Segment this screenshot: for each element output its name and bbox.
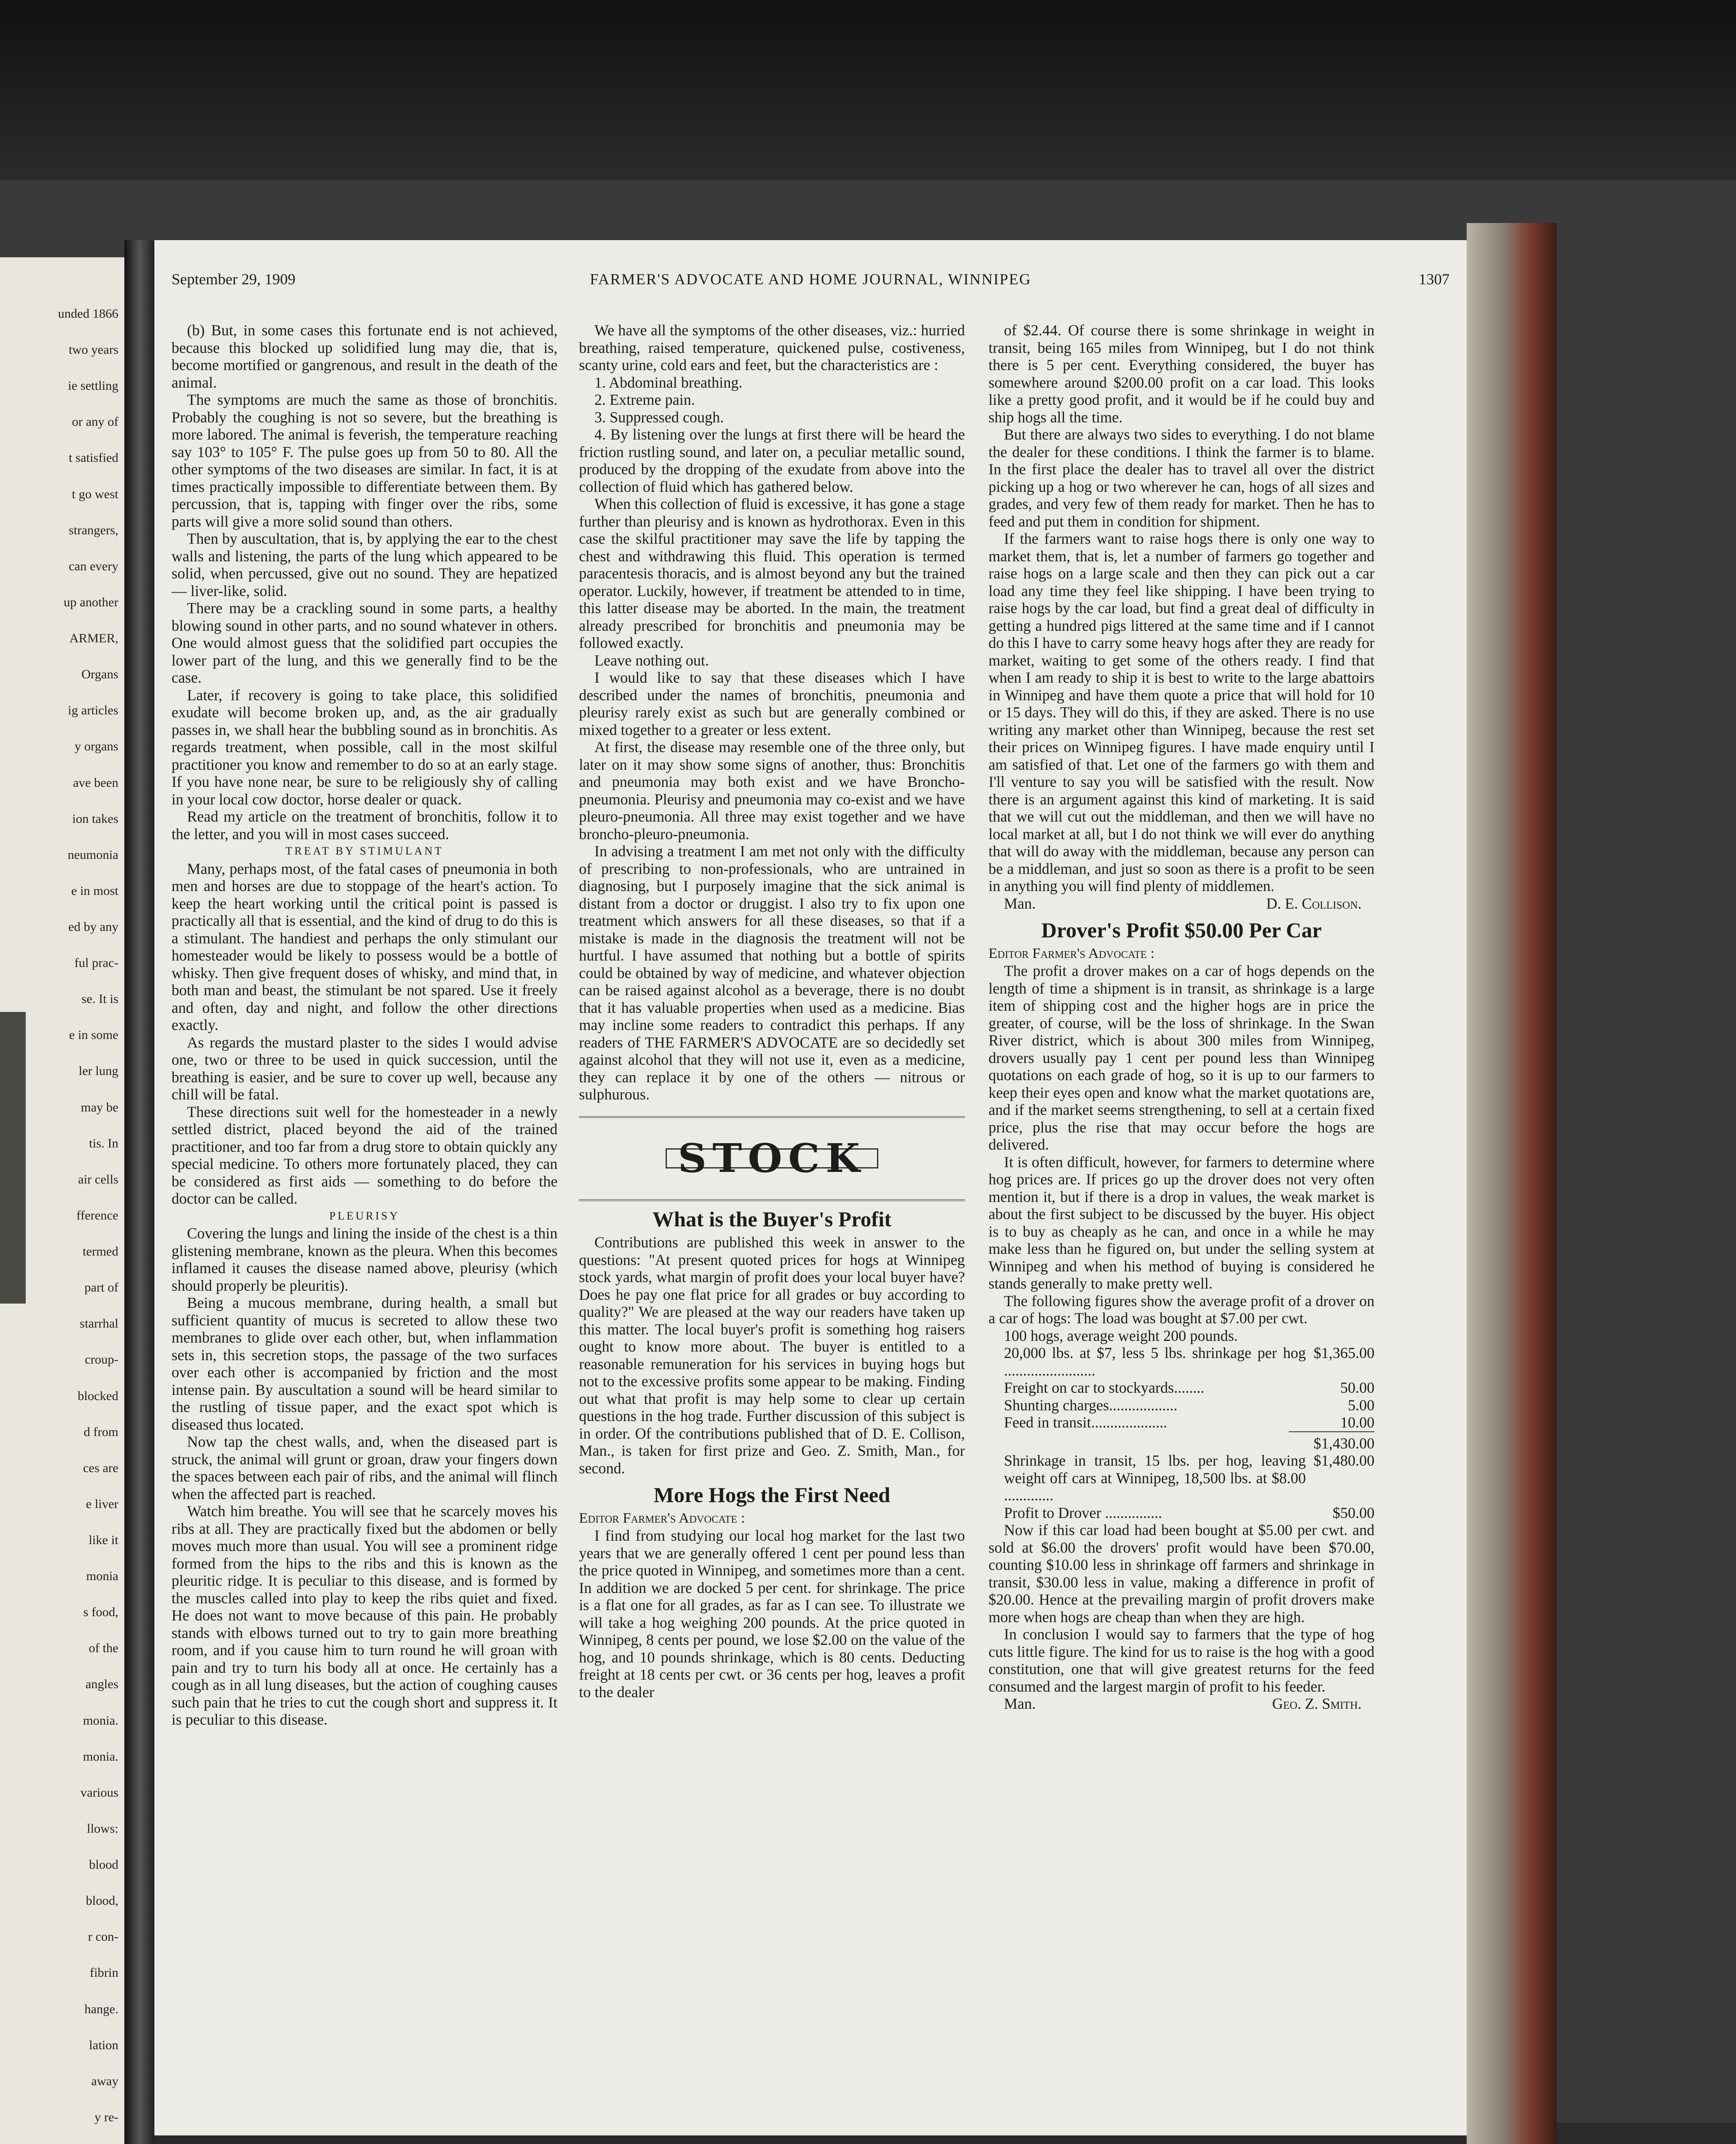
left-page-text-fragment: se. It is (81, 992, 118, 1006)
left-page-text-fragment: ie settling (68, 379, 118, 393)
left-page-text-fragment: air cells (78, 1172, 118, 1186)
paragraph: As regards the mustard plaster to the sides I would advise one, two or three to be used in quick succession, until the breathing is easier, and be sure to cover up well, because any chill will be fatal. (172, 1033, 558, 1103)
section-banner (579, 1116, 965, 1201)
account-amount: $50.00 (1332, 1504, 1374, 1521)
account-amount: 5.00 (1347, 1396, 1374, 1414)
paragraph: In advising a treatment I am met not only with the difficulty of prescribing to non-professionals, who are untrained in diagnosing, but I purposely imagine that the sick animal is distant from a doctor or druggist. I also try to fix upon one treatment which answers for all these diseases, so that if a mistake is made in the diagnosis the treatment will not be hurtful. I have assumed that nothing but a bottle of spirits could be obtained by way of medicine, and whatever objection can be raised against alcohol as a beverage, there is no doubt that it has valuable properties when used as a medicine. Bias may incline some readers to contradict this perhaps. If any readers of THE FARMER'S ADVOCATE are so decidedly set against alcohol that they will not use it, even as a medicine, they can replace it by one of the others — nitrous or sulphurous. (579, 843, 965, 1103)
column-3 (989, 322, 1374, 1713)
account-amount: $1,480.00 (1314, 1452, 1374, 1469)
headline-buyers-profit: What is the Buyer's Profit (652, 1207, 892, 1231)
left-page-text-fragment: angles (85, 1677, 118, 1691)
left-page-text-fragment: t go west (72, 487, 118, 501)
left-page-text-fragment: llows: (87, 1822, 118, 1836)
paragraph: of $2.44. Of course there is some shrinkage in weight in transit, being 165 miles from Winnipeg, but I do not think there is 5 per cent. Everything considered, the buyer has somewhere around $200.00 profit on a car load. This looks like a pretty good profit, and it would be if he could buy and ship hogs all the time. (989, 322, 1374, 426)
left-page-text-fragment: strangers, (69, 523, 118, 537)
paragraph: The profit a drover makes on a car of hogs depends on the length of time a shipment is in transit, as shrinkage is a large item of shipping cost and the higher hogs are in price the greater, of course, will be the loss of shrinkage. In the Swan River district, which is about 300 miles from Winnipeg, drovers usually pay 1 cent per pound less than Winnipeg quotations on each grade of hog, so it is up to our farmers to keep their eyes open and know what the market quotations are, and if the market seems strengthening, to sell at a certain fixed price, plus the rise that may occur before the hogs are delivered. (989, 962, 1374, 1153)
left-page-text-fragment: y re- (94, 2110, 118, 2124)
scan-background-top (0, 0, 1736, 180)
left-page-text-fragment: e in most (71, 884, 118, 898)
paragraph: We have all the symptoms of the other diseases, viz.: hurried breathing, raised temperature, quickened pulse, costiveness, scanty urine, cold ears and feet, but the characteristics are : (579, 322, 965, 373)
left-page-text-fragment: neumonia (67, 848, 118, 862)
journal-title: FARMER'S ADVOCATE AND HOME JOURNAL, WINNIPEG (590, 271, 1031, 288)
paragraph: Contributions are published this week in answer to the questions: "At present quoted prices for hogs at Winnipeg stock yards, what margin of profit does your local buyer have? Does he pay one flat price for all grades or buy according to quality?" We are pleased at the way our readers have taken up this matter. The local buyer's profit is something hog raisers ought to know more about. The buyer is entitled to a reasonable remuneration for his services in buying hogs but not to the excessive profits some appear to be making. Finding out what that profit is may help some to clear up certain questions in the hog trade. Further discussion of this subject is in order. Of the contributions published that of D. E. Collison, Man., is taken for first prize and Geo. Z. Smith, Man., for second. (579, 1234, 965, 1477)
paragraph: Then by auscultation, that is, by applying the ear to the chest walls and listening, the parts of the lung which appeared to be solid, when percussed, give out no sound. They are hepatized — liver-like, solid. (172, 530, 558, 599)
left-page-text-fragment: ed by any (68, 920, 118, 934)
paragraph: When this collection of fluid is excessive, it has gone a stage further than pleurisy and is known as hydrothorax. Even in this case the skilful practitioner may save the life by tapping the chest and withdrawing this fluid. This operation is termed paracentesis thoracis, and is almost beyond any but the trained operator. Luckily, however, if treatment be attended to in time, this latter disease may be aborted. In the main, the treatment already prescribed for bronchitis and pneumonia may be followed exactly. (579, 495, 965, 651)
account-amount: $1,365.00 (1314, 1344, 1374, 1361)
left-page-text-fragment: part of (84, 1280, 118, 1295)
headline-more-hogs: More Hogs the First Need (654, 1483, 890, 1507)
paragraph: These directions suit well for the homesteader in a newly settled district, placed beyond the aid of the trained practitioner, and too far from a drug store to obtain quickly any special medicine. To others more fortunately placed, they can be considered as first aids — something to do before the doctor can be called. (172, 1103, 558, 1207)
page-stack-edge (1467, 223, 1557, 2144)
left-page-text-fragment: two years (69, 343, 118, 357)
signature-line (989, 1695, 1374, 1713)
paragraph: The following figures show the average profit of a drover on a car of hogs: The load was bought at $7.00 per cwt. (989, 1292, 1374, 1327)
account-label: Freight on car to stockyards........ (1004, 1379, 1205, 1396)
paragraph: Read my article on the treatment of bronchitis, follow it to the letter, and you will in most cases succeed. (172, 808, 558, 843)
subheading-pleurisy: PLEURISY (329, 1209, 400, 1222)
account-total: $1,430.00 (1289, 1431, 1374, 1452)
account-row (989, 1414, 1374, 1431)
left-page-text-fragment: away (91, 2074, 118, 2088)
account-amount: 50.00 (1340, 1379, 1374, 1396)
account-row (989, 1504, 1374, 1522)
column-1 (172, 322, 558, 1728)
left-page-text-fragment: ces are (83, 1461, 118, 1475)
left-page-text-fragment: ARMER, (69, 631, 118, 645)
left-page-text-fragment: may be (81, 1100, 118, 1114)
left-page-text-fragment: blood (89, 1858, 118, 1872)
paragraph: It is often difficult, however, for farmers to determine where hog prices are. If prices go up the drover does not very often mention it, but if there is a drop in values, the weak market is about the first subject to be discussed by the buyer. His object is to buy as cheaply as he can, and once in a while he may make less than he figured on, but under the selling system at Winnipeg and when his method of buying is considered he stands generally to make pretty well. (989, 1153, 1374, 1292)
drover-account-table (989, 1327, 1374, 1522)
paragraph: Watch him breathe. You will see that he scarcely moves his ribs at all. They are practically fixed but the abdomen or belly moves much more than usual. You will see a prominent ridge formed from the hips to the ribs and this is known as the pleuritic ridge. It is peculiar to this disease, and is formed by the muscles called into play to keep the ribs quiet and fixed. He does not want to move because of this pain. He probably stands with elbows turned out to try to gain more breathing room, and if you cause him to turn round he will groan with pain and try to turn his body all at once. He certainly has a cough as in all lung diseases, but the action of coughing causes such pain that he tries to cut the cough short and suppress it. It is peculiar to this disease. (172, 1503, 558, 1728)
left-page-text-fragment: can every (69, 559, 118, 573)
left-page-text-fragment: y organs (75, 739, 118, 753)
paragraph: I would like to say that these diseases which I have described under the names of bronchitis, pneumonia and pleurisy rarely exist as such but are generally combined or mixed together to a greater or less extent. (579, 669, 965, 738)
left-page-text-fragment: croup- (84, 1352, 118, 1367)
left-page-text-fragment: lation (89, 2038, 118, 2052)
left-page-text-fragment: ful prac- (74, 956, 118, 970)
account-row (989, 1327, 1374, 1345)
left-page-text-fragment: r con- (88, 1930, 118, 1944)
left-page-text-fragment: fference (76, 1208, 118, 1223)
paragraph: Now if this car load had been bought at $5.00 per cwt. and sold at $6.00 the drovers' profit would have been $70.00, counting $10.00 less in shrinkage off farmers and shrinkage in transit, $30.00 less in value, making a difference in profit of $20.00. Hence at the prevailing margin of profit drovers make more when hogs are cheap than when they are high. (989, 1521, 1374, 1626)
left-page-text-fragment: various (80, 1786, 118, 1800)
left-page-edge (0, 257, 124, 2144)
left-page-text-fragment: ig articles (68, 703, 118, 717)
paragraph: In conclusion I would say to farmers that the type of hog cuts little figure. The kind for us to raise is the hog with a good constitution, one that will give greatest returns for the feed consumed and the largest margin of profit to his feeder. (989, 1626, 1374, 1695)
left-page-text-fragment: e liver (86, 1497, 118, 1511)
account-row (989, 1452, 1374, 1504)
account-label: 100 hogs, average weight 200 pounds. (1004, 1327, 1238, 1344)
signature-collison: D. E. Collison. (1266, 894, 1362, 912)
newspaper-page (154, 240, 1467, 2135)
left-page-text-fragment: unded 1866 (58, 307, 118, 321)
signature-place: Man. (1004, 894, 1036, 912)
signature-line (989, 895, 1374, 912)
subheading-treat-by-stimulant: TREAT BY STIMULANT (285, 845, 444, 857)
left-page-text-fragment: ler lung (78, 1064, 118, 1078)
left-page-text-fragment: like it (88, 1533, 118, 1547)
left-page-text-fragment: t satisfied (69, 451, 118, 465)
paragraph: Being a mucous membrane, during health, a small but sufficient quantity of mucus is secreted to allow these two membranes to glide over each other, but, when inflammation sets in, this secretion stops, the passage of the two surfaces over each other is accompanied by friction and the most intense pain. By auscultation a sound will be heard similar to the rustling of tissue paper, and the exact spot which is diseased thus located. (172, 1294, 558, 1433)
paragraph: (b) But, in some cases this fortunate end is not achieved, because this blocked up solidified lung may die, that is, become mortified or gangrenous, and result in the death of the animal. (172, 322, 558, 391)
editor-salutation: Editor Farmer's Advocate : (989, 945, 1155, 961)
left-page-text-fragment: fibrin (90, 1966, 118, 1980)
paragraph: At first, the disease may resemble one of the three only, but later on it may show some signs of another, thus: Bronchitis and pneumonia may both exist and we have Broncho-pneumonia. Pleurisy and pneumonia may co-exist and we have pleuro-pneumonia. All three may exist together and we have broncho-pleuro-pneumonia. (579, 738, 965, 843)
left-page-text-fragment: blood, (86, 1894, 118, 1908)
left-page-text-fragment: ion takes (72, 812, 118, 826)
paragraph: If the farmers want to raise hogs there is only one way to market them, that is, let a number of farmers go together and raise hogs on a large scale and then they can pick out a car load any time they feel like shipping. I have been trying to raise hogs by the car load, but find a great deal of difficulty in getting a hundred pigs littered at the same time and if I cannot do this I have to carry some heavy hogs after they are ready for market, waiting to get some of the others ready. I find that when I am ready to ship it is best to write to the large abattoirs in Winnipeg and have them quote a price that will hold for 10 or 15 days. They will do this, if they are asked. There is no use writing any market other than Winnipeg, because the rest set their prices on Winnipeg figures. I have made enquiry until I am satisfied of that. Let one of the farmers go with them and I'll venture to say you will be satisfied with the result. Now there is an argument against this kind of marketing. It is said that we will cut out the middleman, and then we will have no local market at all, but I do not think we will ever do anything that will do away with the middleman, because any person can be a middleman, and just so soon as there is a profit to be seen in anything you will find plenty of middlemen. (989, 530, 1374, 894)
headline-drovers-profit: Drover's Profit $50.00 Per Car (1041, 918, 1322, 942)
left-page-photo (0, 1012, 26, 1304)
paragraph: I find from studying our local hog market for the last two years that we are generally offered 1 cent per pound less than the price quoted in Winnipeg, and sometimes more than a cent. In addition we are docked 5 per cent. for shrinkage. The price is a flat one for all grades, as far as I can see. To illustrate we will take a hog weighing 200 pounds. At the price quoted in Winnipeg, 8 cents per pound, we lose $2.00 on the value of the hog, and 10 pounds shrinkage, which is 80 cents. Deducting freight at 18 cents per cwt. or 36 cents per hog, leaves a profit to the dealer (579, 1527, 965, 1701)
left-page-text-fragment: termed (82, 1244, 118, 1259)
left-page-text-fragment: or any of (72, 415, 118, 429)
signature-smith: Geo. Z. Smith. (1272, 1695, 1362, 1712)
left-page-text-fragment: hange. (84, 2002, 118, 2016)
left-page-text-fragment: starrhal (80, 1316, 118, 1331)
paragraph: Many, perhaps most, of the fatal cases of pneumonia in both men and horses are due to stoppage of the heart's action. To keep the heart working until the critical point is passed is practically all that is essential, and the kind of drug to do this is a stimulant. The handiest and perhaps the only stimulant our homesteader would be likely to possess would be a bottle of whisky. Then give frequent doses of whisky, and mind that, in both man and beast, the stimulant be not spared. Use it freely and often, day and night, and follow the other directions exactly. (172, 860, 558, 1033)
account-label: 20,000 lbs. at $7, less 5 lbs. shrinkage per hog ........................ (1004, 1344, 1306, 1379)
paragraph: There may be a crackling sound in some parts, a healthy blowing sound in other parts, and no sound whatever in others. One would almost guess that the solidified part occupies the lower part of the lung, and this we generally find to be the case. (172, 599, 558, 686)
account-row (989, 1379, 1374, 1397)
left-page-text-fragment: e in some (69, 1028, 118, 1042)
list-item: 2. Extreme pain. (594, 391, 695, 408)
paragraph: But there are always two sides to everything. I do not blame the dealer for these conditions. I think the farmer is to blame. In the first place the dealer has to travel all over the district picking up a hog or two wherever he can, hogs of all sizes and grades, and very few of them ready for market. Then he has to feed and put them in condition for shipment. (989, 426, 1374, 530)
account-label: Profit to Drover ............... (1004, 1504, 1162, 1521)
account-row (989, 1344, 1374, 1379)
stock-section-title: STOCK (666, 1148, 878, 1168)
left-page-text-fragment: monia (86, 1569, 118, 1583)
left-page-text-fragment: monia. (83, 1713, 118, 1728)
signature-place: Man. (1004, 1695, 1036, 1712)
list-item: 1. Abdominal breathing. (594, 373, 743, 391)
issue-date: September 29, 1909 (172, 271, 295, 288)
account-row (989, 1397, 1374, 1414)
account-label: Shrinkage in transit, 15 lbs. per hog, leaving weight off cars at Winnipeg, 18,500 lbs. at $8.00 ............. (1004, 1452, 1306, 1504)
paragraph: Leave nothing out. (594, 651, 709, 669)
book-gutter (124, 240, 154, 2144)
left-page-text-fragment: up another (63, 595, 118, 609)
left-page-text-fragment: of the (88, 1641, 118, 1655)
col1-paras (172, 322, 558, 843)
account-label: Shunting charges.................. (1004, 1396, 1178, 1414)
account-amount: 10.00 (1340, 1414, 1374, 1431)
column-2 (579, 322, 965, 1701)
left-page-text-fragment: tis. In (89, 1136, 118, 1150)
page-number: 1307 (1419, 271, 1450, 288)
list-item: 3. Suppressed cough. (594, 408, 724, 426)
left-page-text-fragment: blocked (78, 1389, 118, 1403)
account-amount (1306, 1327, 1374, 1345)
paragraph: Covering the lungs and lining the inside of the chest is a thin glistening membrane, known as the pleura. When this becomes inflamed it causes the disease named above, pleurisy (which should properly be pleuritis). (172, 1225, 558, 1294)
left-page-text-fragment: ave been (73, 776, 118, 790)
paragraph: Later, if recovery is going to take place, this solidified exudate will become broken up, and, as the air gradually passes in, we shall hear the bubbling sound as in bronchitis. As regards treatment, when possible, call in the most skilful practitioner you know and remember to do so at an early stage. If you have none near, be sure to be religiously shy of calling in your local cow doctor, horse dealer or quack. (172, 686, 558, 808)
paragraph: The symptoms are much the same as those of bronchitis. Probably the coughing is not so severe, but the breathing is more labored. The animal is feverish, the temperature reaching say 103° to 105° F. The pulse goes up from 50 to 80. All the other symptoms of the two diseases are similar. In fact, it is at times practically impossible to differentiate between them. By percussion, that is, tapping with finger over the ribs, some parts will give a more solid sound than others. (172, 391, 558, 530)
paragraph: Now tap the chest walls, and, when the diseased part is struck, the animal will grunt or groan, draw your fingers down the spaces between each pair of ribs, and the animal will flinch when the affected part is reached. (172, 1433, 558, 1503)
editor-salutation: Editor Farmer's Advocate : (579, 1510, 745, 1526)
list-item: 4. By listening over the lungs at first there will be heard the friction rustling sound, and later on, a peculiar metallic sound, produced by the dropping of the exudate from above into the collection of fluid which has gathered below. (579, 426, 965, 495)
page-header (172, 270, 1450, 296)
left-page-text-fragment: s food, (83, 1605, 118, 1619)
left-page-text-fragment: Organs (81, 667, 118, 681)
account-label: Feed in transit.................... (1004, 1414, 1167, 1431)
left-page-text-fragment: monia. (83, 1750, 118, 1764)
left-page-text-fragment: d from (84, 1425, 118, 1439)
